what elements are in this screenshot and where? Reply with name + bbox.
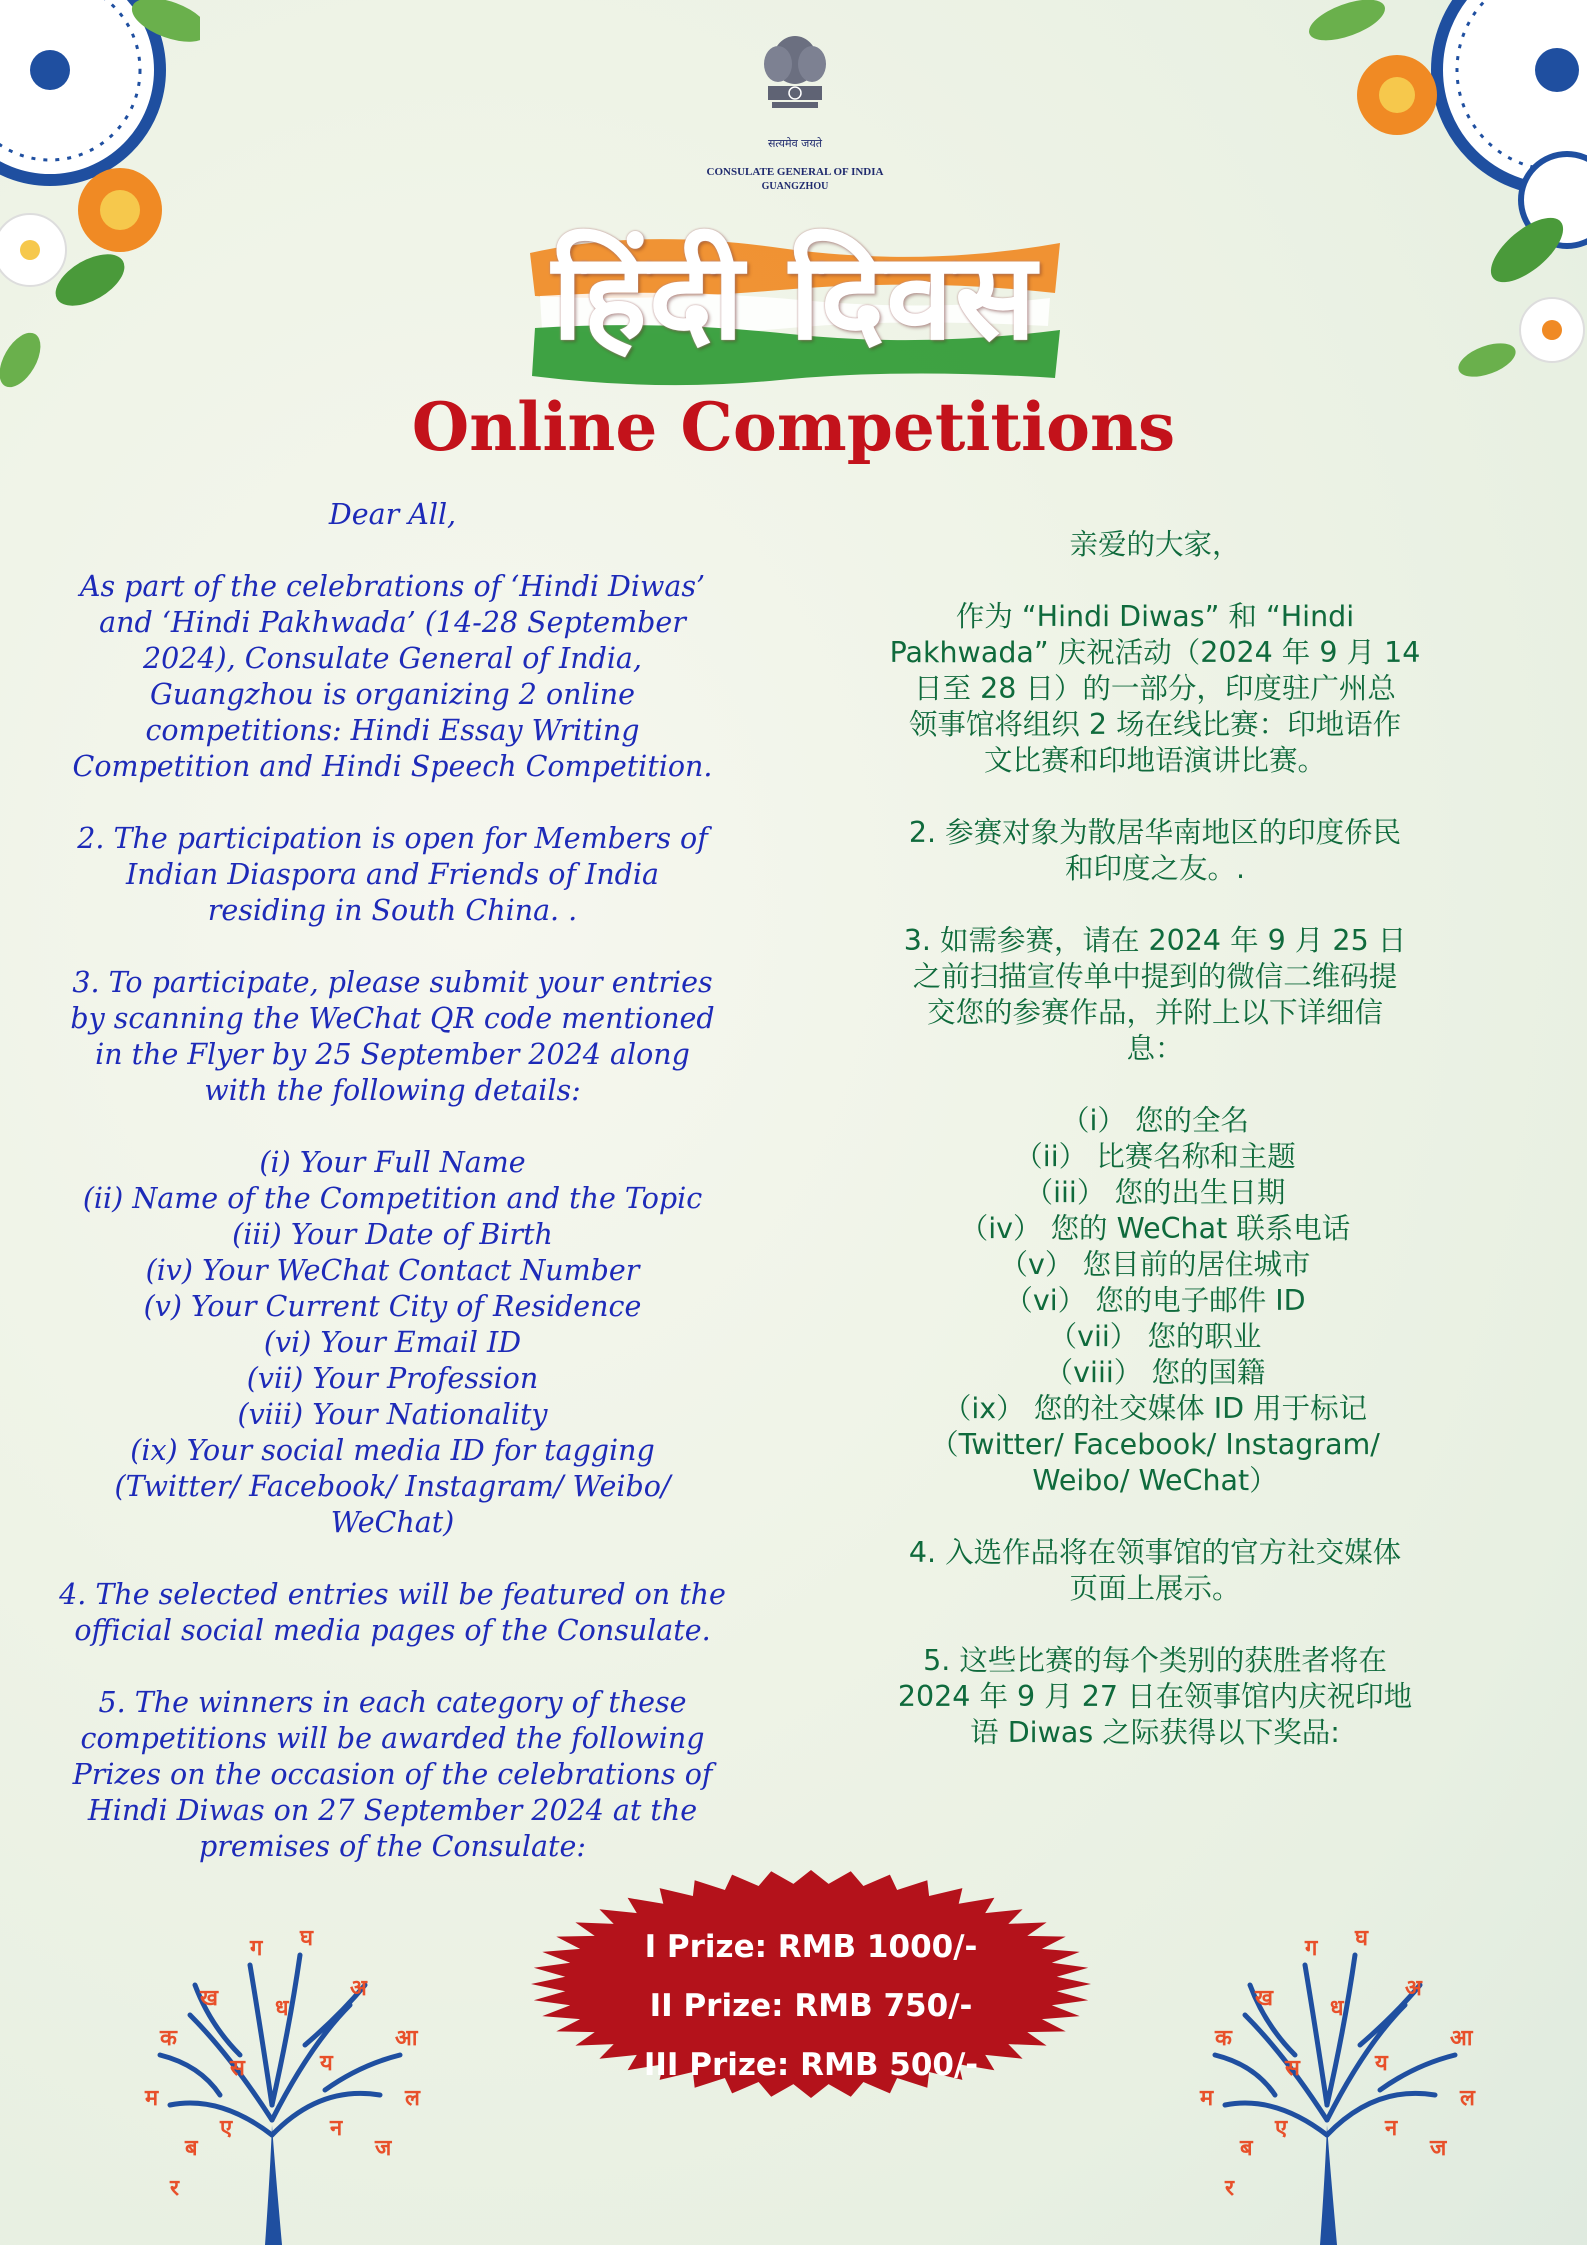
chinese-text-line: 亲爱的大家， bbox=[1069, 528, 1241, 561]
tree-branch bbox=[1215, 2055, 1275, 2095]
english-text-line: premises of the Consulate: bbox=[199, 1830, 586, 1863]
lion-capital-icon bbox=[740, 30, 850, 130]
english-text-line: with the following details: bbox=[204, 1074, 581, 1107]
third-prize: III Prize: RMB 500/- bbox=[643, 2047, 979, 2083]
tree-letter: ध bbox=[275, 1996, 289, 2021]
tree-letter: य bbox=[320, 2051, 333, 2076]
chinese-text-line: （viii） 您的国籍 bbox=[1044, 1356, 1266, 1389]
prize-list bbox=[528, 1918, 1094, 2095]
hindi-diwas-banner bbox=[520, 208, 1070, 393]
english-paragraph bbox=[30, 1685, 755, 1865]
english-text-line: competitions will be awarded the following bbox=[80, 1722, 705, 1755]
english-text-line: As part of the celebrations of ‘Hindi Diwas’ bbox=[79, 570, 706, 603]
tree-letter: य bbox=[1375, 2051, 1388, 2076]
chinese-paragraph bbox=[835, 1643, 1475, 1751]
tree-letter: क bbox=[160, 2026, 177, 2051]
english-paragraph bbox=[30, 569, 755, 785]
chinese-text-line: 5. 这些比赛的每个类别的获胜者将在 bbox=[923, 1644, 1387, 1677]
english-text-line: (ix) Your social media ID for tagging bbox=[130, 1434, 655, 1467]
chinese-text-line: 3. 如需参赛，请在 2024 年 9 月 25 日 bbox=[903, 924, 1407, 957]
chinese-paragraph bbox=[835, 1535, 1475, 1607]
chinese-text-line: Weibo/ WeChat） bbox=[1032, 1464, 1278, 1497]
chinese-text-line: 文比赛和印地语演讲比赛。 bbox=[983, 744, 1326, 777]
chinese-paragraph bbox=[835, 923, 1475, 1067]
flower-chakra-decoration-top-left bbox=[0, 0, 200, 420]
page-title: Online Competitions bbox=[411, 388, 1176, 466]
chinese-text-line: 2024 年 9 月 27 日在领事馆内庆祝印地 bbox=[897, 1680, 1413, 1713]
chinese-text-line: Pakhwada” 庆祝活动（2024 年 9 月 14 bbox=[889, 636, 1421, 669]
tree-letter: ग bbox=[250, 1936, 263, 1961]
tree-letter: घ bbox=[1355, 1926, 1369, 1951]
chinese-text-line: 交您的参赛作品，并附上以下详细信 bbox=[926, 996, 1383, 1029]
chinese-text-line: 和印度之友。. bbox=[1064, 852, 1246, 885]
english-text-line: by scanning the WeChat QR code mentioned bbox=[70, 1002, 715, 1035]
english-text-line: 5. The winners in each category of these bbox=[98, 1686, 687, 1719]
english-paragraph bbox=[30, 821, 755, 929]
tree-letter: ध bbox=[1330, 1996, 1344, 2021]
chinese-paragraph bbox=[835, 527, 1475, 563]
english-text-line: Prizes on the occasion of the celebrations of bbox=[72, 1758, 713, 1791]
english-text-line: in the Flyer by 25 September 2024 along bbox=[95, 1038, 690, 1071]
english-text-line: (viii) Your Nationality bbox=[237, 1398, 548, 1431]
english-text-line: (vii) Your Profession bbox=[246, 1362, 539, 1395]
tree-letter: ख bbox=[200, 1986, 218, 2011]
english-paragraph bbox=[30, 1145, 755, 1541]
tree-letter: आ bbox=[1450, 2026, 1473, 2051]
tree-letter: ज bbox=[375, 2136, 392, 2161]
chinese-text-line: 2. 参赛对象为散居华南地区的印度侨民 bbox=[908, 816, 1402, 849]
chinese-text-line: （iii） 您的出生日期 bbox=[1024, 1176, 1286, 1209]
english-text-line: (vi) Your Email ID bbox=[263, 1326, 522, 1359]
english-text-line: and ‘Hindi Pakhwada’ (14-28 September bbox=[99, 606, 686, 639]
tree-letter: अ bbox=[1405, 1976, 1422, 2001]
english-text-line: Indian Diaspora and Friends of India bbox=[125, 858, 660, 891]
tree-letter: अ bbox=[350, 1976, 367, 2001]
english-text-line: 2024), Consulate General of India, bbox=[143, 642, 642, 675]
english-text-line: WeChat) bbox=[330, 1506, 455, 1539]
tree-letter: स bbox=[230, 2056, 245, 2081]
tree-letter: म bbox=[1200, 2086, 1214, 2111]
english-text-line: (Twitter/ Facebook/ Instagram/ Weibo/ bbox=[114, 1470, 671, 1503]
tree-letter: न bbox=[330, 2116, 343, 2141]
chinese-text-line: （Twitter/ Facebook/ Instagram/ bbox=[930, 1428, 1380, 1461]
tree-letter: म bbox=[145, 2086, 159, 2111]
chinese-text-line: 4. 入选作品将在领事馆的官方社交媒体 bbox=[908, 1536, 1402, 1569]
tree-branch bbox=[1327, 1955, 1355, 2105]
chinese-text-line: 作为 “Hindi Diwas” 和 “Hindi bbox=[955, 600, 1355, 633]
english-text-line: 4. The selected entries will be featured on the bbox=[59, 1578, 726, 1611]
chinese-text-line: 之前扫描宣传单中提到的微信二维码提 bbox=[912, 960, 1398, 993]
hindi-diwas-logo-text: हिंदी दिवस bbox=[551, 228, 1039, 367]
english-paragraph bbox=[30, 497, 755, 533]
chinese-text-line: 页面上展示。 bbox=[1069, 1572, 1241, 1605]
english-text-line: 3. To participate, please submit your entries bbox=[72, 966, 713, 999]
chinese-content bbox=[835, 527, 1475, 1787]
english-text-line: (iii) Your Date of Birth bbox=[232, 1218, 553, 1251]
organization-name: CONSULATE GENERAL OF INDIA bbox=[706, 166, 884, 178]
chinese-text-line: 息： bbox=[1126, 1032, 1184, 1065]
chinese-text-line: （iv） 您的 WeChat 联系电话 bbox=[959, 1212, 1351, 1245]
tree-letter: र bbox=[1225, 2176, 1234, 2201]
english-paragraph bbox=[30, 1577, 755, 1649]
english-text-line: residing in South China. . bbox=[207, 894, 578, 927]
emblem-motto: सत्यमेव जयते bbox=[767, 137, 822, 150]
tree-letter: आ bbox=[395, 2026, 418, 2051]
second-prize: II Prize: RMB 750/- bbox=[649, 1988, 973, 2024]
english-text-line: Competition and Hindi Speech Competition. bbox=[72, 750, 713, 783]
english-text-line: (iv) Your WeChat Contact Number bbox=[145, 1254, 640, 1287]
chinese-paragraph bbox=[835, 815, 1475, 887]
tree-letter: ख bbox=[1255, 1986, 1273, 2011]
english-paragraph bbox=[30, 965, 755, 1109]
tree-branch bbox=[272, 1955, 300, 2105]
chinese-text-line: （vi） 您的电子邮件 ID bbox=[1004, 1284, 1306, 1317]
english-text-line: official social media pages of the Consulate. bbox=[74, 1614, 711, 1647]
english-content bbox=[30, 497, 755, 1901]
chinese-text-line: （i） 您的全名 bbox=[1061, 1104, 1249, 1137]
english-text-line: (i) Your Full Name bbox=[259, 1146, 526, 1179]
tree-letter: ग bbox=[1305, 1936, 1318, 1961]
chinese-paragraph bbox=[835, 599, 1475, 779]
tree-letter: ए bbox=[220, 2116, 233, 2141]
tree-letter: न bbox=[1385, 2116, 1398, 2141]
chinese-text-line: （v） 您目前的居住城市 bbox=[999, 1248, 1311, 1281]
english-text-line: (ii) Name of the Competition and the Topic bbox=[82, 1182, 703, 1215]
tree-letter: ब bbox=[1240, 2136, 1253, 2161]
tree-letter: स bbox=[1285, 2056, 1300, 2081]
tree-branch bbox=[272, 2093, 380, 2135]
chinese-text-line: 日至 28 日）的一部分，印度驻广州总 bbox=[914, 672, 1396, 705]
flower-chakra-decoration-top-right bbox=[1287, 0, 1587, 400]
tree-letter: र bbox=[170, 2176, 179, 2201]
tree-letter: घ bbox=[300, 1926, 314, 1951]
alphabet-tree-right bbox=[1155, 1905, 1515, 2245]
english-text-line: competitions: Hindi Essay Writing bbox=[145, 714, 640, 747]
organization-city: GUANGZHOU bbox=[761, 181, 829, 192]
chinese-text-line: （ix） 您的社交媒体 ID 用于标记 bbox=[942, 1392, 1368, 1425]
tree-letter: ज bbox=[1430, 2136, 1447, 2161]
tree-letter: क bbox=[1215, 2026, 1232, 2051]
tree-letter: ल bbox=[405, 2086, 420, 2111]
tree-branch bbox=[325, 2055, 400, 2090]
tree-branch bbox=[160, 2055, 220, 2095]
first-prize: I Prize: RMB 1000/- bbox=[644, 1929, 978, 1965]
chinese-paragraph bbox=[835, 1103, 1475, 1499]
tree-branch bbox=[250, 1965, 272, 2105]
english-text-line: Dear All, bbox=[328, 498, 457, 531]
english-text-line: Guangzhou is organizing 2 online bbox=[150, 678, 635, 711]
tree-letter: ल bbox=[1460, 2086, 1475, 2111]
english-text-line: (v) Your Current City of Residence bbox=[143, 1290, 642, 1323]
alphabet-tree-left bbox=[100, 1905, 460, 2245]
tree-branch bbox=[1380, 2055, 1455, 2090]
national-emblem bbox=[706, 30, 884, 192]
tree-branch bbox=[1327, 2093, 1435, 2135]
chinese-text-line: （vii） 您的职业 bbox=[1048, 1320, 1262, 1353]
tree-branch bbox=[1305, 1965, 1327, 2105]
tree-trunk bbox=[1320, 2125, 1337, 2245]
chinese-text-line: 语 Diwas 之际获得以下奖品: bbox=[970, 1716, 1340, 1749]
tree-letter: ए bbox=[1275, 2116, 1288, 2141]
chinese-text-line: 领事馆将组织 2 场在线比赛：印地语作 bbox=[908, 708, 1402, 741]
chinese-text-line: （ii） 比赛名称和主题 bbox=[1014, 1140, 1296, 1173]
english-text-line: Hindi Diwas on 27 September 2024 at the bbox=[87, 1794, 698, 1827]
tree-trunk bbox=[265, 2125, 282, 2245]
english-text-line: 2. The participation is open for Members of bbox=[77, 822, 708, 855]
tree-letter: ब bbox=[185, 2136, 198, 2161]
